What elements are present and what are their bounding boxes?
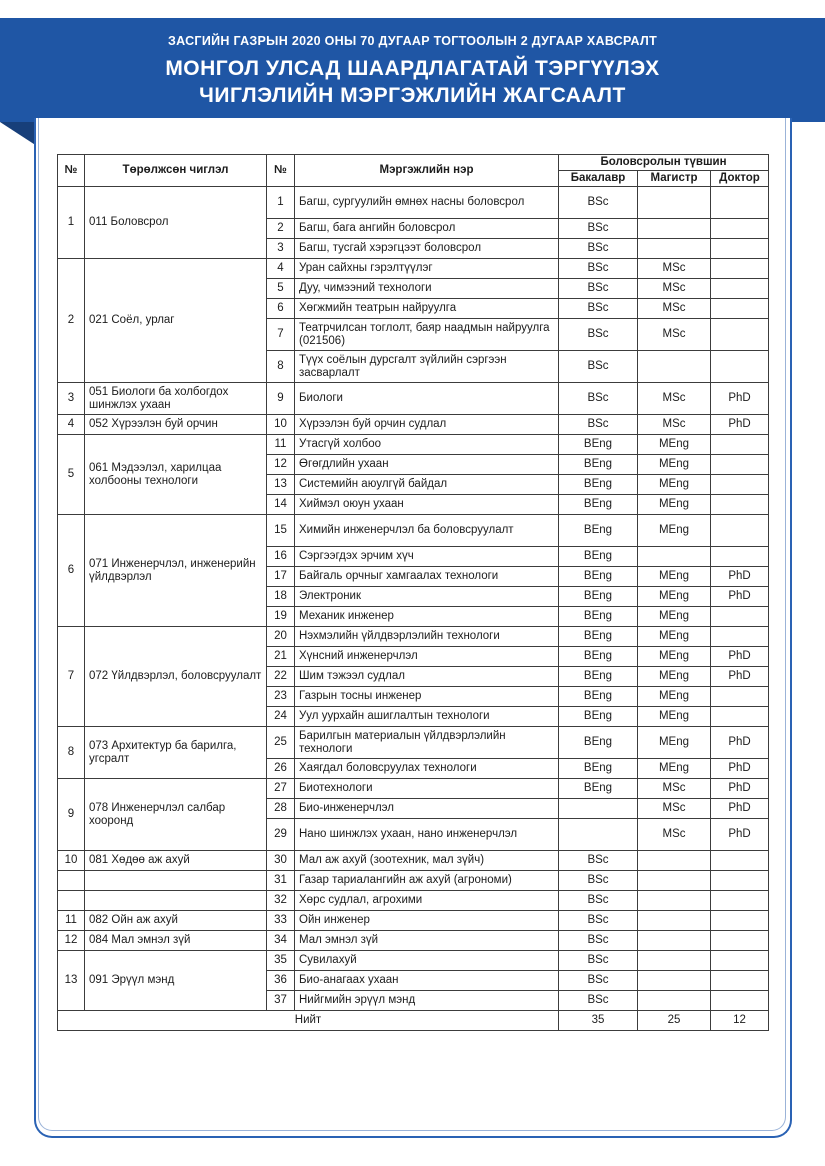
group-number: 2 — [58, 259, 85, 383]
row-number: 13 — [267, 475, 295, 495]
row-number: 29 — [267, 819, 295, 851]
doctor-degree — [711, 851, 769, 871]
group-direction: 021 Соёл, урлаг — [85, 259, 267, 383]
row-number: 24 — [267, 707, 295, 727]
total-label: Нийт — [58, 1011, 559, 1031]
group-direction: 051 Биологи ба холбогдох шинжлэх ухаан — [85, 383, 267, 415]
doctor-degree — [711, 239, 769, 259]
document-title-line1: МОНГОЛ УЛСАД ШААРДЛАГАТАЙ ТЭРГҮҮЛЭХ — [165, 57, 660, 80]
row-number: 5 — [267, 279, 295, 299]
doctor-degree — [711, 279, 769, 299]
total-row — [58, 1011, 769, 1031]
doctor-degree: PhD — [711, 667, 769, 687]
profession-name: Хүрээлэн буй орчин судлал — [295, 415, 559, 435]
profession-name: Сувилахуй — [295, 951, 559, 971]
master-degree: MEng — [638, 687, 711, 707]
row-number: 22 — [267, 667, 295, 687]
profession-name: Нийгмийн эрүүл мэнд — [295, 991, 559, 1011]
group-number: 11 — [58, 911, 85, 931]
bachelor-degree: BSc — [559, 383, 638, 415]
header-direction: Төрөлжсөн чиглэл — [85, 155, 267, 187]
group-number: 9 — [58, 779, 85, 851]
table-row — [58, 383, 769, 415]
table-row — [58, 627, 769, 647]
master-degree — [638, 891, 711, 911]
header-bachelor: Бакалавр — [559, 171, 638, 187]
group-direction: 072 Үйлдвэрлэл, боловсруулалт — [85, 627, 267, 727]
profession-name: Нэхмэлийн үйлдвэрлэлийн технологи — [295, 627, 559, 647]
row-number: 37 — [267, 991, 295, 1011]
profession-name: Хиймэл оюун ухаан — [295, 495, 559, 515]
doctor-degree: PhD — [711, 819, 769, 851]
table-header-row — [58, 155, 769, 171]
group-number — [58, 891, 85, 911]
table-row — [58, 415, 769, 435]
master-degree — [638, 851, 711, 871]
table-body — [58, 187, 769, 1011]
row-number: 35 — [267, 951, 295, 971]
table-row — [58, 259, 769, 279]
bachelor-degree: BSc — [559, 279, 638, 299]
profession-name: Театрчилсан тоглолт, баяр наадмын найруулга (021506) — [295, 319, 559, 351]
master-degree: MSc — [638, 819, 711, 851]
master-degree: MEng — [638, 455, 711, 475]
row-number: 32 — [267, 891, 295, 911]
row-number: 11 — [267, 435, 295, 455]
bachelor-degree: BEng — [559, 727, 638, 759]
master-degree — [638, 219, 711, 239]
group-direction: 052 Хүрээлэн буй орчин — [85, 415, 267, 435]
row-number: 1 — [267, 187, 295, 219]
profession-name: Газар тариалангийн аж ахуй (агрономи) — [295, 871, 559, 891]
bachelor-degree: BEng — [559, 647, 638, 667]
bachelor-degree: BEng — [559, 515, 638, 547]
master-degree — [638, 931, 711, 951]
master-degree: MEng — [638, 495, 711, 515]
profession-name: Биотехнологи — [295, 779, 559, 799]
row-number: 20 — [267, 627, 295, 647]
bachelor-degree: BSc — [559, 991, 638, 1011]
bachelor-degree: BEng — [559, 455, 638, 475]
table-row — [58, 779, 769, 799]
row-number: 30 — [267, 851, 295, 871]
doctor-degree: PhD — [711, 759, 769, 779]
group-number: 8 — [58, 727, 85, 779]
table-row — [58, 911, 769, 931]
doctor-degree — [711, 951, 769, 971]
row-number: 33 — [267, 911, 295, 931]
row-number: 3 — [267, 239, 295, 259]
doctor-degree — [711, 991, 769, 1011]
profession-name: Механик инженер — [295, 607, 559, 627]
doctor-degree — [711, 351, 769, 383]
master-degree: MEng — [638, 435, 711, 455]
table-row — [58, 871, 769, 891]
row-number: 8 — [267, 351, 295, 383]
profession-name: Био-инженерчлэл — [295, 799, 559, 819]
row-number: 28 — [267, 799, 295, 819]
master-degree — [638, 547, 711, 567]
master-degree — [638, 871, 711, 891]
master-degree — [638, 911, 711, 931]
profession-name: Багш, сургуулийн өмнөх насны боловсрол — [295, 187, 559, 219]
doctor-degree — [711, 931, 769, 951]
profession-name: Барилгын материалын үйлдвэрлэлийн технологи — [295, 727, 559, 759]
profession-name: Утасгүй холбоо — [295, 435, 559, 455]
master-degree: MSc — [638, 383, 711, 415]
master-degree: MEng — [638, 759, 711, 779]
doctor-degree — [711, 687, 769, 707]
bachelor-degree: BSc — [559, 187, 638, 219]
profession-name: Багш, тусгай хэрэгцээт боловсрол — [295, 239, 559, 259]
header-profession: Мэргэжлийн нэр — [295, 155, 559, 187]
row-number: 27 — [267, 779, 295, 799]
row-number: 16 — [267, 547, 295, 567]
master-degree: MSc — [638, 799, 711, 819]
master-degree: MSc — [638, 779, 711, 799]
header-num: № — [267, 155, 295, 187]
total-bachelor: 35 — [559, 1011, 638, 1031]
bachelor-degree: BEng — [559, 435, 638, 455]
group-direction: 011 Боловсрол — [85, 187, 267, 259]
master-degree: MEng — [638, 567, 711, 587]
row-number: 19 — [267, 607, 295, 627]
master-degree: MSc — [638, 415, 711, 435]
master-degree — [638, 239, 711, 259]
profession-name: Хөрс судлал, агрохими — [295, 891, 559, 911]
doctor-degree — [711, 971, 769, 991]
bachelor-degree: BSc — [559, 891, 638, 911]
group-direction: 073 Архитектур ба барилга, угсралт — [85, 727, 267, 779]
doctor-degree — [711, 547, 769, 567]
bachelor-degree: BEng — [559, 587, 638, 607]
bachelor-degree: BSc — [559, 299, 638, 319]
table-row — [58, 727, 769, 759]
doctor-degree: PhD — [711, 567, 769, 587]
group-direction: 081 Хөдөө аж ахуй — [85, 851, 267, 871]
header-banner — [0, 18, 825, 122]
doctor-degree — [711, 187, 769, 219]
master-degree: MEng — [638, 627, 711, 647]
bachelor-degree: BSc — [559, 911, 638, 931]
doctor-degree: PhD — [711, 727, 769, 759]
master-degree: MEng — [638, 727, 711, 759]
profession-name: Шим тэжээл судлал — [295, 667, 559, 687]
profession-name: Нано шинжлэх ухаан, нано инженерчлэл — [295, 819, 559, 851]
profession-name: Багш, бага ангийн боловсрол — [295, 219, 559, 239]
profession-name: Мал аж ахуй (зоотехник, мал зүйч) — [295, 851, 559, 871]
master-degree: MSc — [638, 299, 711, 319]
master-degree — [638, 951, 711, 971]
doctor-degree: PhD — [711, 383, 769, 415]
doctor-degree — [711, 435, 769, 455]
doctor-degree: PhD — [711, 647, 769, 667]
bachelor-degree: BEng — [559, 627, 638, 647]
table-row — [58, 515, 769, 547]
row-number: 26 — [267, 759, 295, 779]
doctor-degree: PhD — [711, 587, 769, 607]
bachelor-degree: BEng — [559, 759, 638, 779]
bachelor-degree: BEng — [559, 667, 638, 687]
bachelor-degree: BSc — [559, 319, 638, 351]
bachelor-degree: BEng — [559, 547, 638, 567]
doctor-degree — [711, 455, 769, 475]
group-direction — [85, 871, 267, 891]
group-direction: 091 Эрүүл мэнд — [85, 951, 267, 1011]
doctor-degree: PhD — [711, 779, 769, 799]
doctor-degree — [711, 259, 769, 279]
profession-name: Хөгжмийн театрын найруулга — [295, 299, 559, 319]
table-row — [58, 891, 769, 911]
group-number: 4 — [58, 415, 85, 435]
bachelor-degree: BEng — [559, 567, 638, 587]
profession-name: Химийн инженерчлэл ба боловсруулалт — [295, 515, 559, 547]
profession-name: Уран сайхны гэрэлтүүлэг — [295, 259, 559, 279]
bachelor-degree — [559, 819, 638, 851]
doctor-degree — [711, 607, 769, 627]
bachelor-degree: BSc — [559, 951, 638, 971]
profession-name: Сэргээгдэх эрчим хүч — [295, 547, 559, 567]
master-degree: MEng — [638, 475, 711, 495]
doctor-degree — [711, 515, 769, 547]
master-degree: MEng — [638, 707, 711, 727]
row-number: 31 — [267, 871, 295, 891]
group-direction: 078 Инженерчлэл салбар хооронд — [85, 779, 267, 851]
group-direction: 084 Мал эмнэл зүй — [85, 931, 267, 951]
group-direction: 082 Ойн аж ахуй — [85, 911, 267, 931]
master-degree — [638, 351, 711, 383]
profession-name: Электроник — [295, 587, 559, 607]
profession-name: Дуу, чимээний технологи — [295, 279, 559, 299]
profession-name: Хаягдал боловсруулах технологи — [295, 759, 559, 779]
doctor-degree — [711, 219, 769, 239]
doctor-degree — [711, 495, 769, 515]
row-number: 4 — [267, 259, 295, 279]
bachelor-degree: BSc — [559, 351, 638, 383]
row-number: 25 — [267, 727, 295, 759]
profession-name: Ойн инженер — [295, 911, 559, 931]
doctor-degree — [711, 299, 769, 319]
doctor-degree — [711, 319, 769, 351]
master-degree: MSc — [638, 279, 711, 299]
doctor-degree: PhD — [711, 799, 769, 819]
master-degree: MSc — [638, 319, 711, 351]
row-number: 15 — [267, 515, 295, 547]
profession-name: Түүх соёлын дурсгалт зүйлийн сэргээн засварлалт — [295, 351, 559, 383]
document-subtitle: ЗАСГИЙН ГАЗРЫН 2020 ОНЫ 70 ДУГААР ТОГТООЛЫН 2 ДУГААР ХАВСРАЛТ — [167, 34, 658, 48]
master-degree — [638, 991, 711, 1011]
profession-name: Хүнсний инженерчлэл — [295, 647, 559, 667]
row-number: 34 — [267, 931, 295, 951]
profession-name: Газрын тосны инженер — [295, 687, 559, 707]
group-number: 6 — [58, 515, 85, 627]
group-number: 7 — [58, 627, 85, 727]
profession-name: Байгаль орчныг хамгаалах технологи — [295, 567, 559, 587]
row-number: 6 — [267, 299, 295, 319]
group-number: 12 — [58, 931, 85, 951]
bachelor-degree: BSc — [559, 259, 638, 279]
row-number: 14 — [267, 495, 295, 515]
header-levels: Боловсролын түвшин — [559, 155, 769, 171]
doctor-degree — [711, 891, 769, 911]
table-row — [58, 187, 769, 219]
group-number: 5 — [58, 435, 85, 515]
group-direction — [85, 891, 267, 911]
bachelor-degree: BEng — [559, 607, 638, 627]
doctor-degree — [711, 911, 769, 931]
bachelor-degree: BEng — [559, 779, 638, 799]
group-number: 13 — [58, 951, 85, 1011]
bachelor-degree: BSc — [559, 931, 638, 951]
bachelor-degree: BEng — [559, 475, 638, 495]
bachelor-degree: BEng — [559, 707, 638, 727]
row-number: 12 — [267, 455, 295, 475]
group-direction: 061 Мэдээлэл, харилцаа холбооны технологи — [85, 435, 267, 515]
table-row — [58, 931, 769, 951]
master-degree — [638, 187, 711, 219]
profession-name: Өгөгдлийн ухаан — [295, 455, 559, 475]
group-number: 1 — [58, 187, 85, 259]
total-doctor: 12 — [711, 1011, 769, 1031]
doctor-degree: PhD — [711, 415, 769, 435]
doctor-degree — [711, 871, 769, 891]
master-degree: MEng — [638, 647, 711, 667]
profession-name: Био-анагаах ухаан — [295, 971, 559, 991]
row-number: 7 — [267, 319, 295, 351]
table-row — [58, 951, 769, 971]
doctor-degree — [711, 475, 769, 495]
row-number: 36 — [267, 971, 295, 991]
bachelor-degree: BSc — [559, 239, 638, 259]
row-number: 10 — [267, 415, 295, 435]
doctor-degree — [711, 627, 769, 647]
master-degree: MEng — [638, 515, 711, 547]
row-number: 23 — [267, 687, 295, 707]
bachelor-degree: BSc — [559, 415, 638, 435]
group-direction: 071 Инженерчлэл, инженерийн үйлдвэрлэл — [85, 515, 267, 627]
master-degree: MEng — [638, 587, 711, 607]
profession-table — [57, 154, 769, 1031]
bachelor-degree: BSc — [559, 971, 638, 991]
row-number: 21 — [267, 647, 295, 667]
master-degree: MEng — [638, 607, 711, 627]
bachelor-degree: BSc — [559, 219, 638, 239]
profession-name: Системийн аюулгүй байдал — [295, 475, 559, 495]
profession-name: Биологи — [295, 383, 559, 415]
row-number: 17 — [267, 567, 295, 587]
table-row — [58, 851, 769, 871]
bachelor-degree — [559, 799, 638, 819]
header-doctor: Доктор — [711, 171, 769, 187]
row-number: 9 — [267, 383, 295, 415]
bachelor-degree: BEng — [559, 495, 638, 515]
header-no: № — [58, 155, 85, 187]
group-number — [58, 871, 85, 891]
row-number: 2 — [267, 219, 295, 239]
bachelor-degree: BEng — [559, 687, 638, 707]
table-row — [58, 435, 769, 455]
header-master: Магистр — [638, 171, 711, 187]
master-degree: MSc — [638, 259, 711, 279]
doctor-degree — [711, 707, 769, 727]
master-degree: MEng — [638, 667, 711, 687]
group-number: 10 — [58, 851, 85, 871]
master-degree — [638, 971, 711, 991]
profession-name: Мал эмнэл зүй — [295, 931, 559, 951]
bachelor-degree: BSc — [559, 871, 638, 891]
bachelor-degree: BSc — [559, 851, 638, 871]
row-number: 18 — [267, 587, 295, 607]
profession-name: Уул уурхайн ашиглалтын технологи — [295, 707, 559, 727]
total-master: 25 — [638, 1011, 711, 1031]
group-number: 3 — [58, 383, 85, 415]
document-title-line2: ЧИГЛЭЛИЙН МЭРГЭЖЛИЙН ЖАГСААЛТ — [199, 84, 626, 107]
